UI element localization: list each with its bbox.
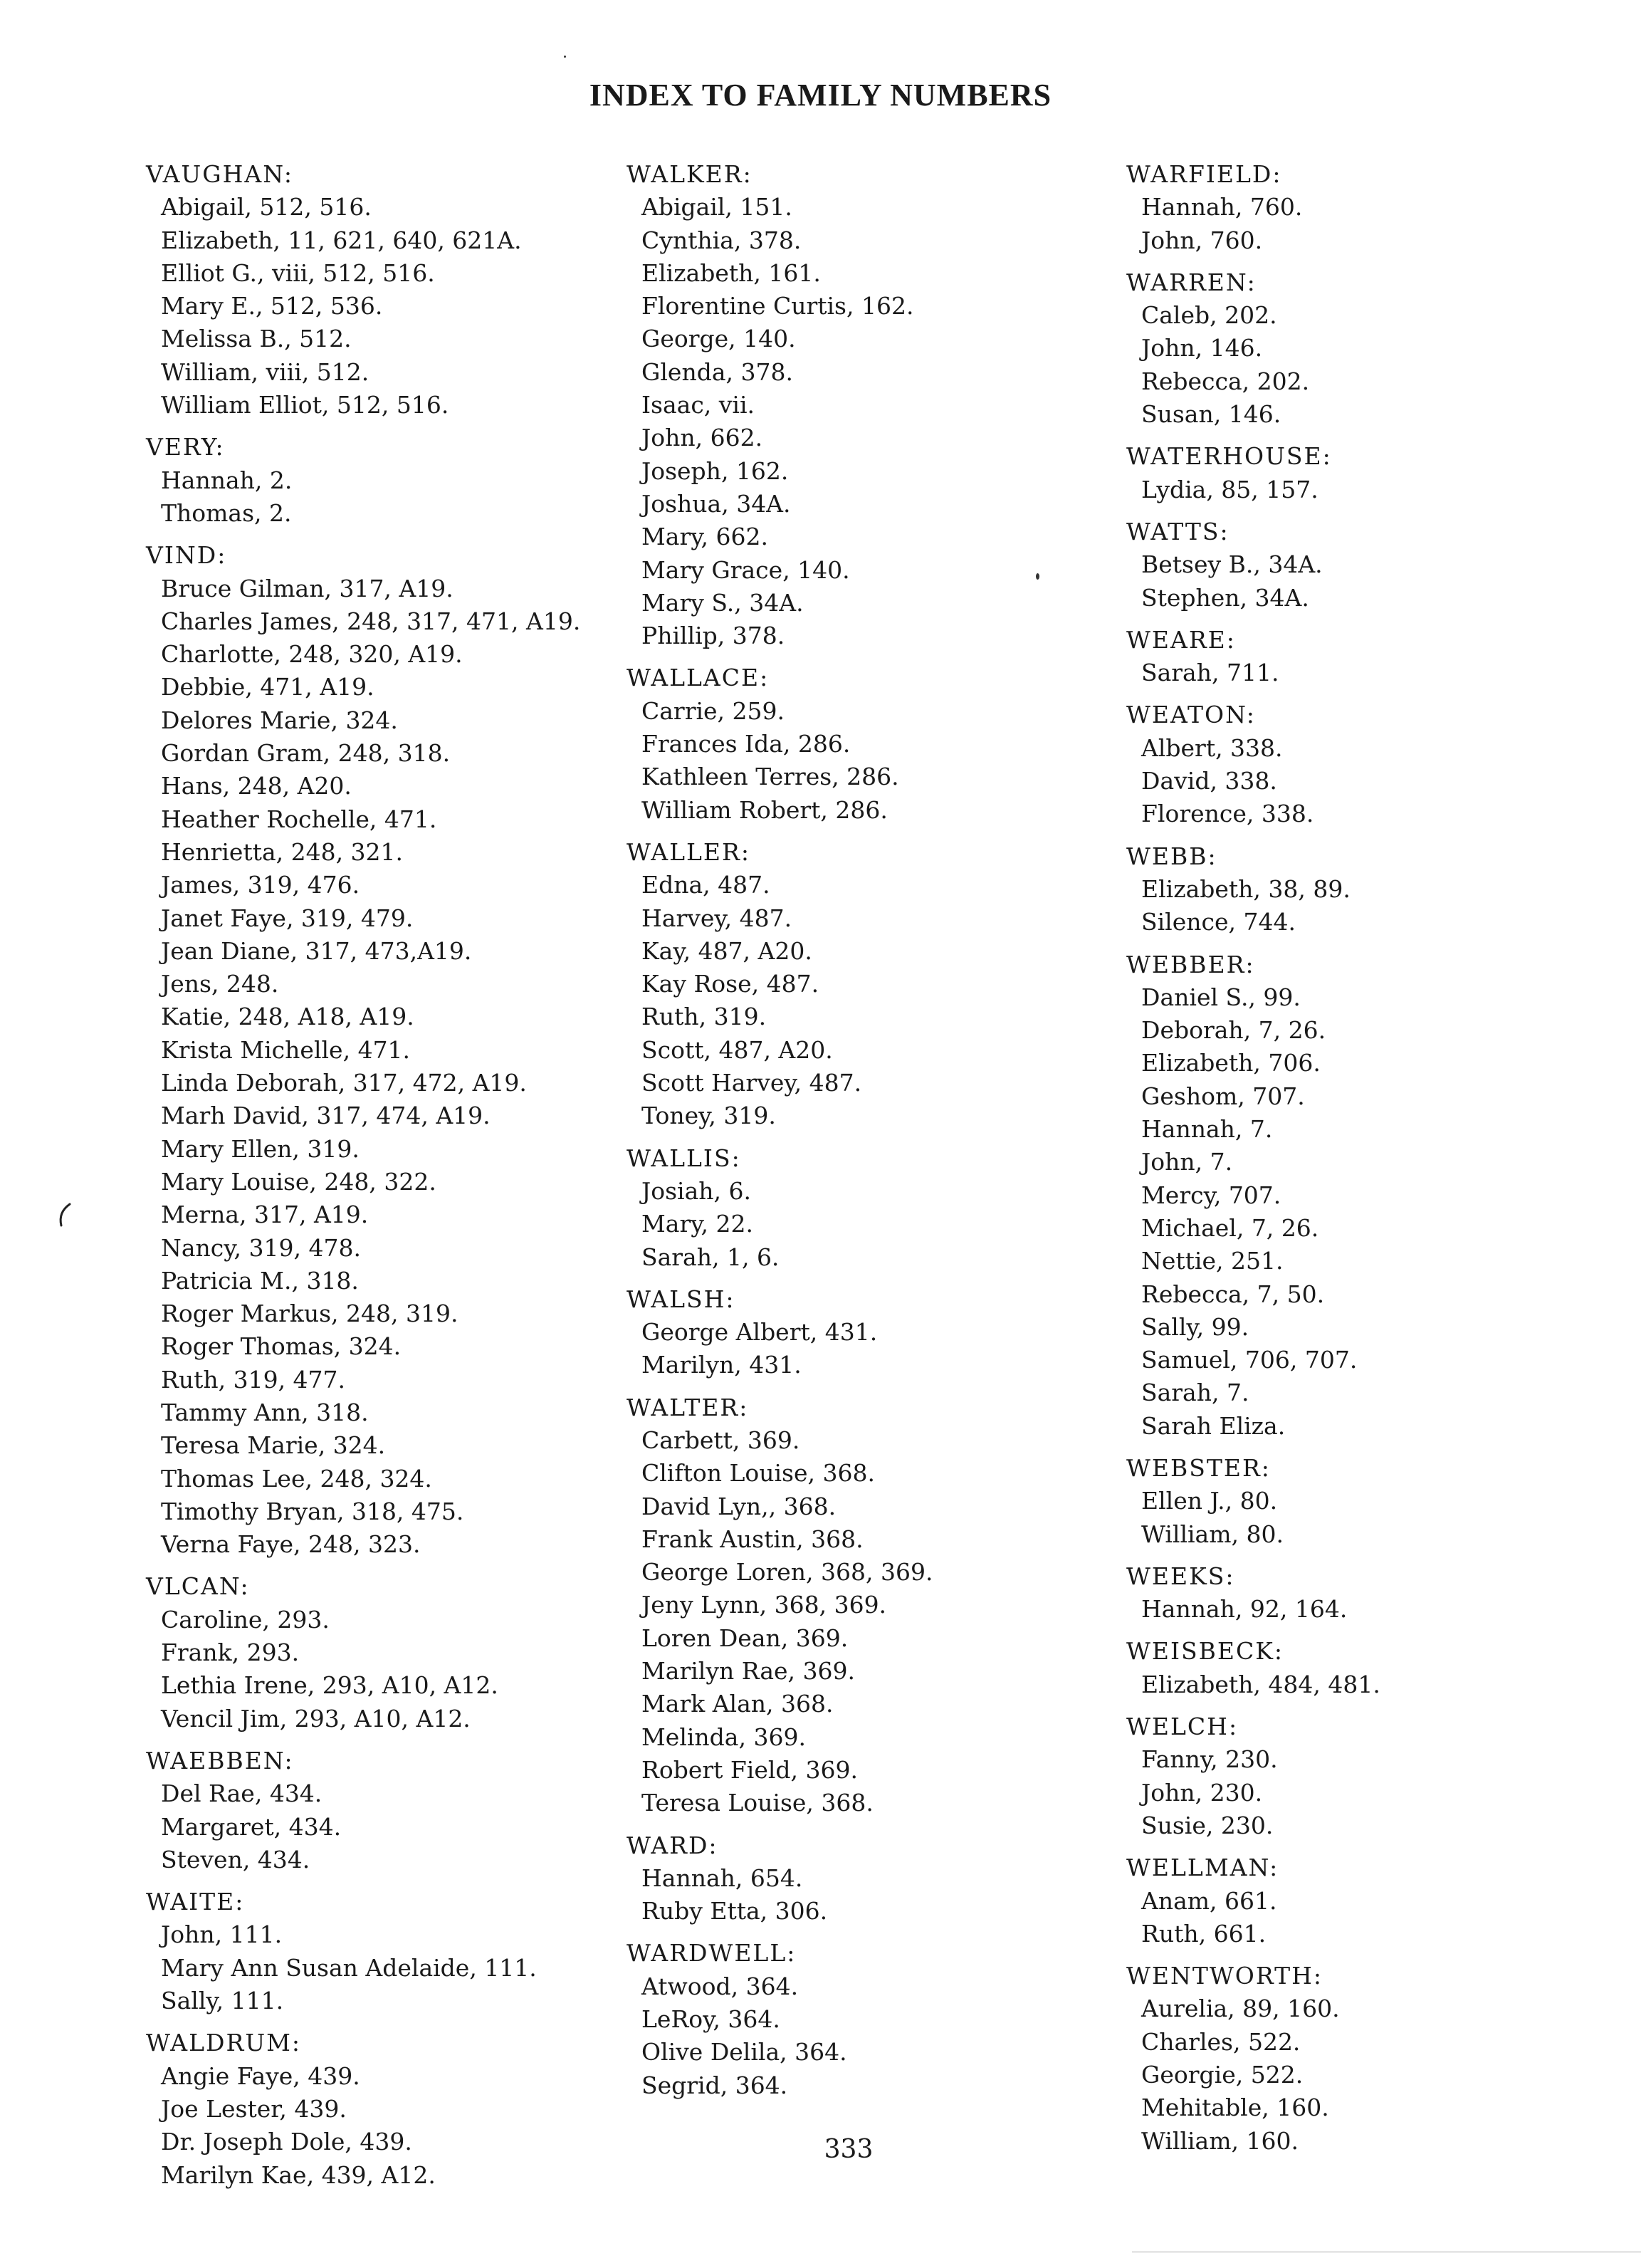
- entry-list: [1126, 191, 1596, 257]
- index-entry: Janet Faye, 319, 479.: [161, 904, 414, 932]
- index-entry: Clifton Louise, 368.: [641, 1459, 875, 1488]
- index-entry: LeRoy, 364.: [641, 2005, 780, 2034]
- index-entry: Albert, 338.: [1141, 733, 1283, 762]
- index-entry: Charles James, 248, 317, 471, A19.: [161, 607, 581, 635]
- entry-list: [1126, 299, 1596, 431]
- surname-heading: WATTS:: [1126, 517, 1230, 545]
- index-entry: Debbie, 471, A19.: [161, 673, 374, 701]
- surname-heading: VIND:: [146, 541, 227, 570]
- index-entry: Elizabeth, 484, 481.: [1141, 1670, 1380, 1698]
- index-entry: Carbett, 369.: [641, 1426, 800, 1454]
- index-entry: Roger Thomas, 324.: [161, 1332, 402, 1361]
- index-entry: Hannah, 2.: [161, 466, 293, 494]
- surname-heading: WEISBECK:: [1126, 1637, 1284, 1666]
- index-entry: Florence, 338.: [1141, 800, 1314, 828]
- index-entry: Ruth, 319, 477.: [161, 1365, 346, 1394]
- index-entry: Ellen J., 80.: [1141, 1487, 1278, 1515]
- scan-speck: [1036, 573, 1039, 580]
- entry-list: [1126, 474, 1596, 506]
- index-entry: Segrid, 364.: [641, 2071, 788, 2099]
- index-entry: Vencil Jim, 293, A10, A12.: [161, 1704, 471, 1733]
- index-entry: Samuel, 706, 707.: [1141, 1346, 1358, 1374]
- surname-heading: WARDWELL:: [626, 1939, 797, 1967]
- surname-heading: WENTWORTH:: [1126, 1962, 1323, 1990]
- index-entry: Geshom, 707.: [1141, 1082, 1305, 1110]
- page-title: INDEX TO FAMILY NUMBERS: [589, 78, 1052, 113]
- surname-heading: WEARE:: [1126, 625, 1236, 654]
- index-column-3: [1126, 158, 1596, 2167]
- surname-group: [626, 158, 1096, 652]
- index-entry: Rebecca, 7, 50.: [1141, 1280, 1325, 1308]
- index-entry: William Robert, 286.: [641, 795, 888, 824]
- index-entry: Isaac, vii.: [641, 391, 755, 419]
- surname-heading: VAUGHAN:: [146, 160, 294, 188]
- surname-group: [1126, 1960, 1596, 2158]
- index-entry: Merna, 317, A19.: [161, 1201, 369, 1229]
- index-entry: Thomas Lee, 248, 324.: [161, 1464, 432, 1493]
- surname-heading: WAITE:: [146, 1888, 245, 1916]
- index-entry: Daniel S., 99.: [1141, 983, 1301, 1011]
- index-entry: John, 7.: [1141, 1148, 1233, 1176]
- index-entry: Joshua, 34A.: [641, 489, 791, 518]
- entry-list: [146, 464, 609, 531]
- surname-group: [146, 158, 609, 422]
- index-entry: Loren Dean, 369.: [641, 1624, 849, 1652]
- index-entry: Tammy Ann, 318.: [161, 1398, 369, 1426]
- index-entry: Sarah, 711.: [1141, 659, 1279, 687]
- index-entry: Fanny, 230.: [1141, 1745, 1278, 1774]
- surname-heading: WARREN:: [1126, 268, 1257, 296]
- surname-group: [1126, 840, 1596, 939]
- surname-heading: WELLMAN:: [1126, 1854, 1279, 1882]
- index-entry: Mary, 662.: [641, 523, 768, 551]
- index-entry: Phillip, 378.: [641, 622, 785, 650]
- index-entry: Harvey, 487.: [641, 904, 792, 932]
- index-entry: Rebecca, 202.: [1141, 367, 1310, 395]
- index-entry: David, 338.: [1141, 767, 1277, 795]
- index-entry: Mary Grace, 140.: [641, 555, 850, 584]
- entry-list: [626, 869, 1096, 1132]
- surname-heading: WALSH:: [626, 1285, 735, 1313]
- surname-group: [1126, 699, 1596, 830]
- index-column-1: [146, 158, 609, 2201]
- entry-list: [1126, 981, 1596, 1443]
- index-entry: Thomas, 2.: [161, 498, 292, 527]
- index-entry: Stephen, 34A.: [1141, 583, 1309, 612]
- surname-group: [146, 1570, 609, 1735]
- index-entry: Charlotte, 248, 320, A19.: [161, 640, 463, 669]
- index-entry: William, viii, 512.: [161, 357, 369, 386]
- index-entry: Sarah, 7.: [1141, 1379, 1249, 1407]
- index-entry: Aurelia, 89, 160.: [1141, 1995, 1340, 2023]
- entry-list: [626, 1175, 1096, 1274]
- index-entry: Mary S., 34A.: [641, 588, 804, 617]
- index-entry: Elizabeth, 161.: [641, 258, 821, 287]
- surname-group: [626, 662, 1096, 826]
- index-entry: Melissa B., 512.: [161, 325, 352, 353]
- index-entry: Ruth, 661.: [1141, 1919, 1267, 1948]
- index-entry: Mary, 22.: [641, 1210, 753, 1238]
- surname-heading: WATERHOUSE:: [1126, 442, 1332, 471]
- index-entry: Scott, 487, A20.: [641, 1035, 833, 1064]
- index-entry: Kay Rose, 487.: [641, 970, 819, 998]
- index-entry: Silence, 744.: [1141, 908, 1296, 936]
- surname-heading: VERY:: [146, 433, 225, 461]
- entry-list: [1126, 657, 1596, 689]
- index-entry: Mehitable, 160.: [1141, 2094, 1329, 2122]
- index-entry: Atwood, 364.: [641, 1972, 799, 2000]
- index-entry: Hannah, 654.: [641, 1864, 803, 1892]
- index-entry: Mary Louise, 248, 322.: [161, 1167, 436, 1196]
- entry-list: [1126, 873, 1596, 939]
- surname-group: [626, 836, 1096, 1133]
- index-entry: Hans, 248, A20.: [161, 772, 352, 800]
- index-entry: George Loren, 368, 369.: [641, 1558, 933, 1587]
- entry-list: [1126, 1992, 1596, 2157]
- entry-list: [626, 1316, 1096, 1382]
- index-entry: Susie, 230.: [1141, 1811, 1274, 1839]
- index-entry: Gordan Gram, 248, 318.: [161, 739, 451, 768]
- index-entry: Mark Alan, 368.: [641, 1690, 834, 1718]
- index-entry: Jeny Lynn, 368, 369.: [641, 1591, 887, 1619]
- surname-heading: WARD:: [626, 1831, 718, 1859]
- surname-group: [1126, 1710, 1596, 1842]
- index-entry: Steven, 434.: [161, 1845, 310, 1874]
- entry-list: [1126, 548, 1596, 615]
- page-number: 333: [824, 2135, 874, 2164]
- index-entry: Florentine Curtis, 162.: [641, 292, 914, 320]
- index-entry: Sarah, 1, 6.: [641, 1243, 780, 1271]
- entry-list: [626, 1970, 1096, 2102]
- index-entry: Heather Rochelle, 471.: [161, 805, 437, 833]
- surname-heading: WARFIELD:: [1126, 160, 1282, 188]
- index-entry: Caleb, 202.: [1141, 301, 1277, 330]
- surname-heading: WALLACE:: [626, 664, 770, 692]
- index-column-2: [626, 158, 1096, 2111]
- index-entry: James, 319, 476.: [161, 871, 360, 899]
- index-entry: Hannah, 92, 164.: [1141, 1595, 1348, 1624]
- index-entry: Roger Markus, 248, 319.: [161, 1300, 458, 1328]
- index-entry: Del Rae, 434.: [161, 1780, 323, 1808]
- index-entry: Jens, 248.: [161, 970, 279, 998]
- index-entry: Nettie, 251.: [1141, 1247, 1284, 1275]
- index-entry: Robert Field, 369.: [641, 1755, 859, 1784]
- index-entry: Henrietta, 248, 321.: [161, 837, 404, 866]
- index-entry: Verna Faye, 248, 323.: [161, 1530, 421, 1559]
- entry-list: [1126, 1593, 1596, 1626]
- index-entry: Charles, 522.: [1141, 2027, 1301, 2056]
- index-entry: Abigail, 151.: [641, 193, 792, 221]
- entry-list: [146, 1918, 609, 2017]
- index-entry: Marilyn Rae, 369.: [641, 1657, 855, 1686]
- index-entry: John, 111.: [161, 1921, 283, 1949]
- surname-group: [1126, 266, 1596, 431]
- index-entry: Josiah, 6.: [641, 1176, 751, 1205]
- index-entry: Olive Delila, 364.: [641, 2038, 847, 2066]
- index-entry: Joe Lester, 439.: [161, 2094, 347, 2123]
- index-entry: Anam, 661.: [1141, 1886, 1277, 1915]
- index-entry: Elizabeth, 11, 621, 640, 621A.: [161, 226, 522, 254]
- index-entry: Hannah, 760.: [1141, 193, 1303, 221]
- index-entry: Teresa Louise, 368.: [641, 1789, 874, 1817]
- surname-heading: WALTER:: [626, 1393, 749, 1421]
- index-entry: Marilyn Kae, 439, A12.: [161, 2160, 436, 2189]
- entry-list: [626, 191, 1096, 652]
- surname-group: [146, 2027, 609, 2191]
- scan-speck: [564, 56, 566, 58]
- index-entry: Georgie, 522.: [1141, 2061, 1304, 2089]
- index-entry: Delores Marie, 324.: [161, 706, 398, 734]
- index-entry: Teresa Marie, 324.: [161, 1431, 386, 1460]
- index-entry: Sarah Eliza.: [1141, 1411, 1286, 1440]
- index-entry: Toney, 319.: [641, 1102, 776, 1130]
- surname-group: [146, 1886, 609, 2017]
- index-entry: Lydia, 85, 157.: [1141, 475, 1318, 503]
- index-entry: Mary Ann Susan Adelaide, 111.: [161, 1953, 537, 1982]
- index-entry: Timothy Bryan, 318, 475.: [161, 1497, 464, 1525]
- index-entry: Dr. Joseph Dole, 439.: [161, 2128, 412, 2156]
- index-entry: John, 230.: [1141, 1778, 1263, 1807]
- index-entry: Deborah, 7, 26.: [1141, 1016, 1326, 1045]
- entry-list: [146, 2060, 609, 2192]
- index-entry: Glenda, 378.: [641, 357, 793, 386]
- index-entry: Sally, 111.: [161, 1987, 284, 2015]
- index-entry: Cynthia, 378.: [641, 226, 802, 254]
- surname-heading: WALKER:: [626, 160, 753, 188]
- index-entry: Frank, 293.: [161, 1639, 300, 1667]
- index-entry: Mary Ellen, 319.: [161, 1134, 360, 1163]
- index-entry: Patricia M., 318.: [161, 1266, 359, 1295]
- index-entry: Michael, 7, 26.: [1141, 1213, 1319, 1242]
- index-entry: Marilyn, 431.: [641, 1351, 802, 1379]
- index-entry: Linda Deborah, 317, 472, A19.: [161, 1069, 527, 1097]
- index-entry: William, 80.: [1141, 1520, 1284, 1548]
- surname-group: [1126, 516, 1596, 615]
- index-entry: Bruce Gilman, 317, A19.: [161, 574, 453, 602]
- surname-heading: WALDRUM:: [146, 2029, 302, 2057]
- index-entry: John, 662.: [641, 424, 763, 452]
- index-entry: Angie Faye, 439.: [161, 2061, 360, 2090]
- index-entry: Sally, 99.: [1141, 1312, 1249, 1341]
- surname-group: [1126, 1560, 1596, 1626]
- index-entry: Frances Ida, 286.: [641, 730, 851, 758]
- surname-heading: WALLIS:: [626, 1144, 741, 1172]
- entry-list: [146, 191, 609, 422]
- entry-list: [626, 1862, 1096, 1928]
- index-entry: Ruth, 319.: [641, 1003, 767, 1031]
- surname-group: [1126, 949, 1596, 1443]
- index-entry: Frank Austin, 368.: [641, 1525, 864, 1553]
- surname-heading: WEBB:: [1126, 842, 1217, 870]
- index-entry: Elliot G., viii, 512, 516.: [161, 258, 435, 287]
- margin-mark: [56, 1202, 73, 1228]
- index-entry: Mary E., 512, 536.: [161, 292, 383, 320]
- index-entry: Nancy, 319, 478.: [161, 1233, 361, 1262]
- surname-group: [146, 1745, 609, 1876]
- surname-group: [1126, 1452, 1596, 1551]
- surname-group: [626, 1829, 1096, 1928]
- surname-group: [146, 431, 609, 530]
- entry-list: [626, 695, 1096, 827]
- surname-group: [1126, 1635, 1596, 1701]
- surname-group: [1126, 440, 1596, 506]
- index-entry: John, 760.: [1141, 226, 1263, 254]
- entry-list: [1126, 1668, 1596, 1701]
- index-entry: Carrie, 259.: [641, 696, 785, 725]
- index-entry: Elizabeth, 706.: [1141, 1049, 1321, 1077]
- entry-list: [626, 1424, 1096, 1820]
- index-entry: Kathleen Terres, 286.: [641, 763, 899, 791]
- entry-list: [146, 1604, 609, 1735]
- index-entry: David Lyn,, 368.: [641, 1492, 837, 1520]
- index-entry: Abigail, 512, 516.: [161, 193, 372, 221]
- index-entry: Margaret, 434.: [161, 1812, 342, 1841]
- surname-group: [1126, 158, 1596, 257]
- surname-heading: WALLER:: [626, 837, 750, 866]
- index-entry: Susan, 146.: [1141, 400, 1281, 429]
- surname-heading: WEBSTER:: [1126, 1453, 1271, 1482]
- index-entry: Mercy, 707.: [1141, 1181, 1281, 1209]
- index-entry: Scott Harvey, 487.: [641, 1069, 862, 1097]
- index-entry: John, 146.: [1141, 334, 1263, 362]
- index-entry: Melinda, 369.: [641, 1723, 806, 1751]
- surname-heading: WEEKS:: [1126, 1562, 1235, 1590]
- entry-list: [1126, 1885, 1596, 1951]
- index-entry: William, 160.: [1141, 2126, 1299, 2155]
- entry-list: [146, 1777, 609, 1876]
- index-entry: Betsey B., 34A.: [1141, 550, 1323, 579]
- index-entry: George, 140.: [641, 325, 796, 353]
- index-entry: Caroline, 293.: [161, 1605, 330, 1634]
- surname-group: [626, 1937, 1096, 2101]
- surname-heading: WAEBBEN:: [146, 1746, 294, 1775]
- entry-list: [1126, 732, 1596, 831]
- index-entry: George Albert, 431.: [641, 1318, 878, 1347]
- surname-heading: VLCAN:: [146, 1572, 250, 1601]
- surname-heading: WELCH:: [1126, 1713, 1239, 1741]
- surname-heading: WEBBER:: [1126, 950, 1255, 978]
- index-entry: Edna, 487.: [641, 871, 770, 899]
- index-entry: Krista Michelle, 471.: [161, 1035, 411, 1064]
- index-entry: Kay, 487, A20.: [641, 936, 812, 965]
- index-entry: Jean Diane, 317, 473,A19.: [161, 936, 472, 965]
- surname-group: [626, 1142, 1096, 1274]
- index-entry: Hannah, 7.: [1141, 1115, 1273, 1144]
- index-entry: Ruby Etta, 306.: [641, 1897, 828, 1925]
- surname-group: [626, 1283, 1096, 1382]
- surname-group: [1126, 1851, 1596, 1950]
- index-entry: Katie, 248, A18, A19.: [161, 1003, 414, 1031]
- index-entry: Elizabeth, 38, 89.: [1141, 874, 1351, 903]
- entry-list: [1126, 1485, 1596, 1551]
- index-entry: Marh David, 317, 474, A19.: [161, 1102, 491, 1130]
- entry-list: [146, 573, 609, 1562]
- surname-group: [626, 1391, 1096, 1820]
- index-entry: Lethia Irene, 293, A10, A12.: [161, 1671, 498, 1700]
- surname-heading: WEATON:: [1126, 701, 1256, 729]
- surname-group: [146, 539, 609, 1561]
- index-entry: Joseph, 162.: [641, 456, 789, 485]
- surname-group: [1126, 624, 1596, 690]
- entry-list: [1126, 1743, 1596, 1842]
- index-entry: William Elliot, 512, 516.: [161, 391, 449, 419]
